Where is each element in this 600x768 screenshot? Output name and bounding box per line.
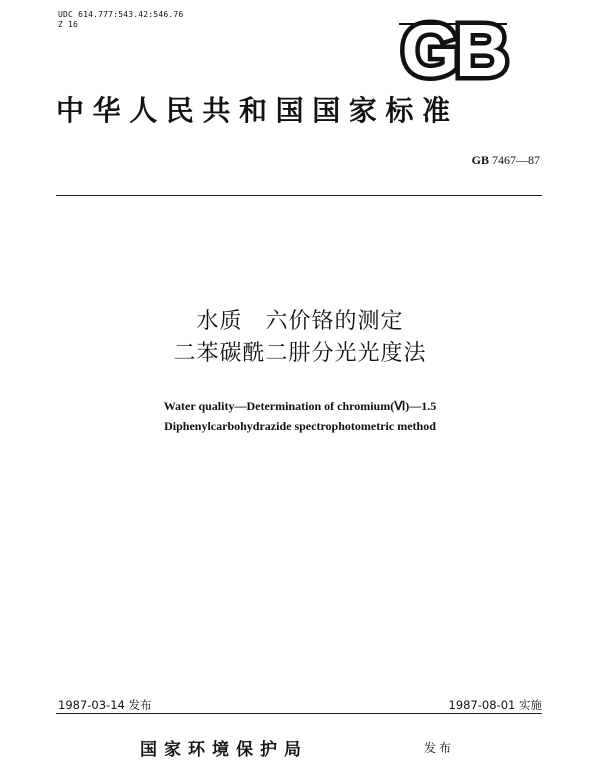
english-title-line-1: Water quality—Determination of chromium(Ⅵ)—1.5 — [163, 399, 437, 413]
udc-block — [58, 10, 183, 30]
english-title-line-2: Diphenylcarbohydrazide spectrophotometric method — [164, 419, 436, 433]
chinese-title-line-1: 水质 六价铬的测定 — [196, 309, 404, 334]
bottom-divider — [56, 713, 542, 714]
standard-number — [472, 153, 540, 168]
classification-code: Z 16 — [58, 20, 79, 29]
issue-date: 1987-03-14 发布 — [58, 698, 152, 712]
issuing-country-title: 中华人民共和国国家标准 — [56, 94, 459, 127]
udc-number: UDC 614.777:543.42:546.76 — [58, 10, 184, 19]
implementation-date: 1987-08-01 实施 — [448, 698, 542, 712]
publish-label: 发布 — [424, 741, 455, 755]
gb-logo-text: GB — [401, 16, 505, 82]
standard-code: 7467—87 — [492, 153, 540, 167]
chinese-title-line-2: 二苯碳酰二肼分光光度法 — [173, 341, 427, 366]
standard-prefix: GB — [471, 153, 489, 167]
gb-logo — [393, 16, 513, 82]
publisher-name: 国家环境保护局 — [140, 740, 308, 760]
top-divider — [56, 195, 542, 196]
